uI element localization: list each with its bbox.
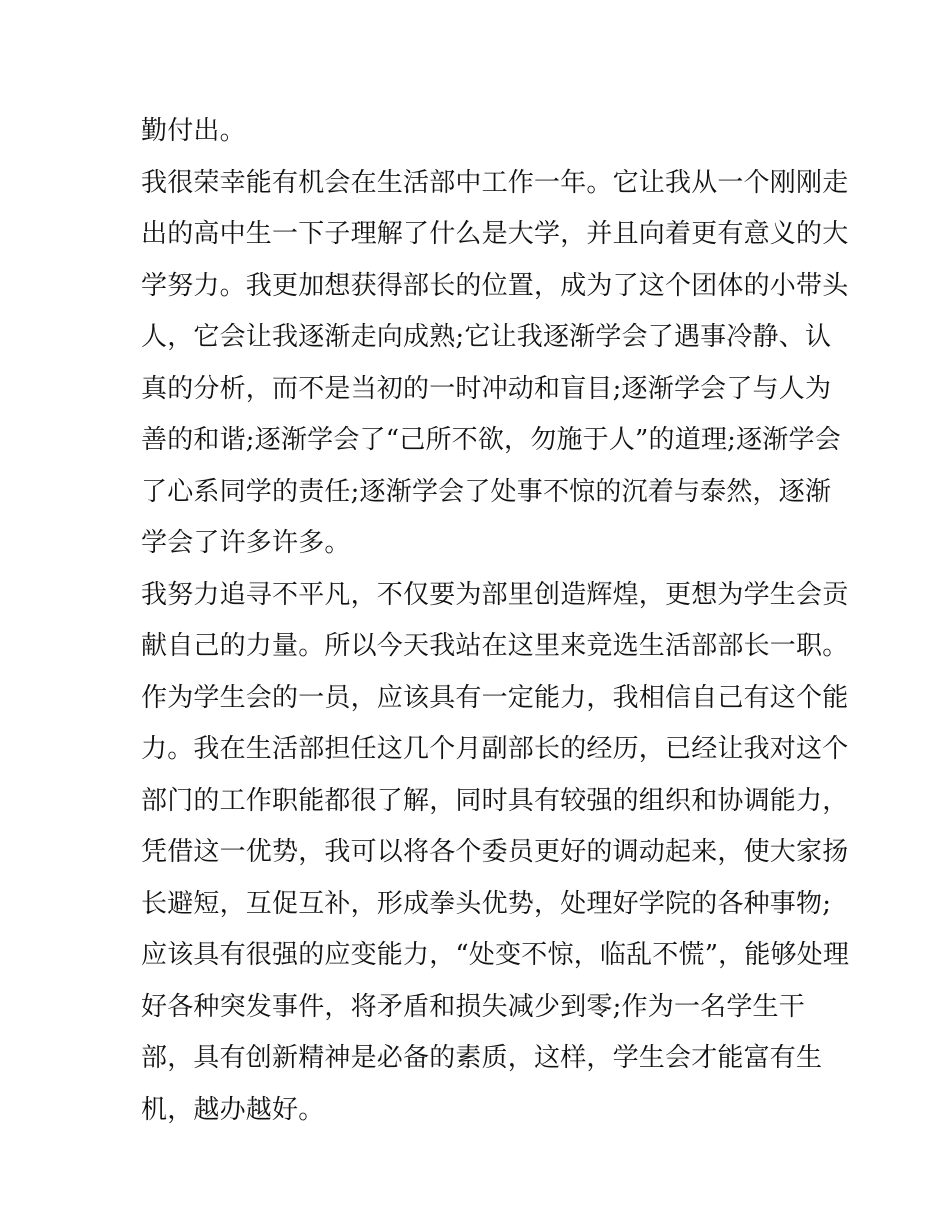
text-line: 学会了许多许多。 — [141, 528, 351, 558]
text-line: 好各种突发事件，将矛盾和损失减少到零;作为一名学生干 — [141, 991, 805, 1022]
text-line: 部门的工作职能都很了解，同时具有较强的组织和协调能力， — [141, 785, 849, 816]
text-line: 学努力。我更加想获得部长的位置，成为了这个团体的小带头 — [141, 270, 849, 301]
text-line: 勤付出。 — [141, 116, 246, 146]
text-line: 力。我在生活部担任这几个月副部长的经历，已经让我对这个 — [141, 734, 849, 764]
text-line: 部，具有创新精神是必备的素质，这样，学生会才能富有生 — [141, 1043, 823, 1073]
text-line: 应该具有很强的应变能力，“处变不惊，临乱不慌”，能够处理 — [141, 940, 850, 970]
text-line: 机，越办越好。 — [141, 1094, 325, 1125]
text-line: 真的分析，而不是当初的一时冲动和盲目;逐渐学会了与人为 — [141, 373, 832, 404]
text-line: 了心系同学的责任;逐渐学会了处事不惊的沉着与泰然，逐渐 — [141, 476, 832, 507]
text-line: 善的和谐;逐渐学会了“己所不欲，勿施于人”的道理;逐渐学会 — [141, 425, 841, 455]
text-line: 献自己的力量。所以今天我站在这里来竞选生活部部长一职。 — [141, 631, 849, 661]
text-line: 凭借这一优势，我可以将各个委员更好的调动起来，使大家扬 — [141, 837, 849, 867]
body-text — [141, 106, 850, 1136]
text-line: 人，它会让我逐渐走向成熟;它让我逐渐学会了遇事冷静、认 — [141, 322, 832, 352]
text-line: 出的高中生一下子理解了什么是大学，并且向着更有意义的大 — [141, 219, 849, 249]
text-line: 我很荣幸能有机会在生活部中工作一年。它让我从一个刚刚走 — [141, 167, 849, 198]
text-line: 我努力追寻不平凡，不仅要为部里创造辉煌，更想为学生会贡 — [141, 579, 849, 610]
text-line: 作为学生会的一员，应该具有一定能力，我相信自己有这个能 — [141, 682, 849, 713]
text-line: 长避短，互促互补，形成拳头优势，处理好学院的各种事物; — [141, 888, 832, 919]
